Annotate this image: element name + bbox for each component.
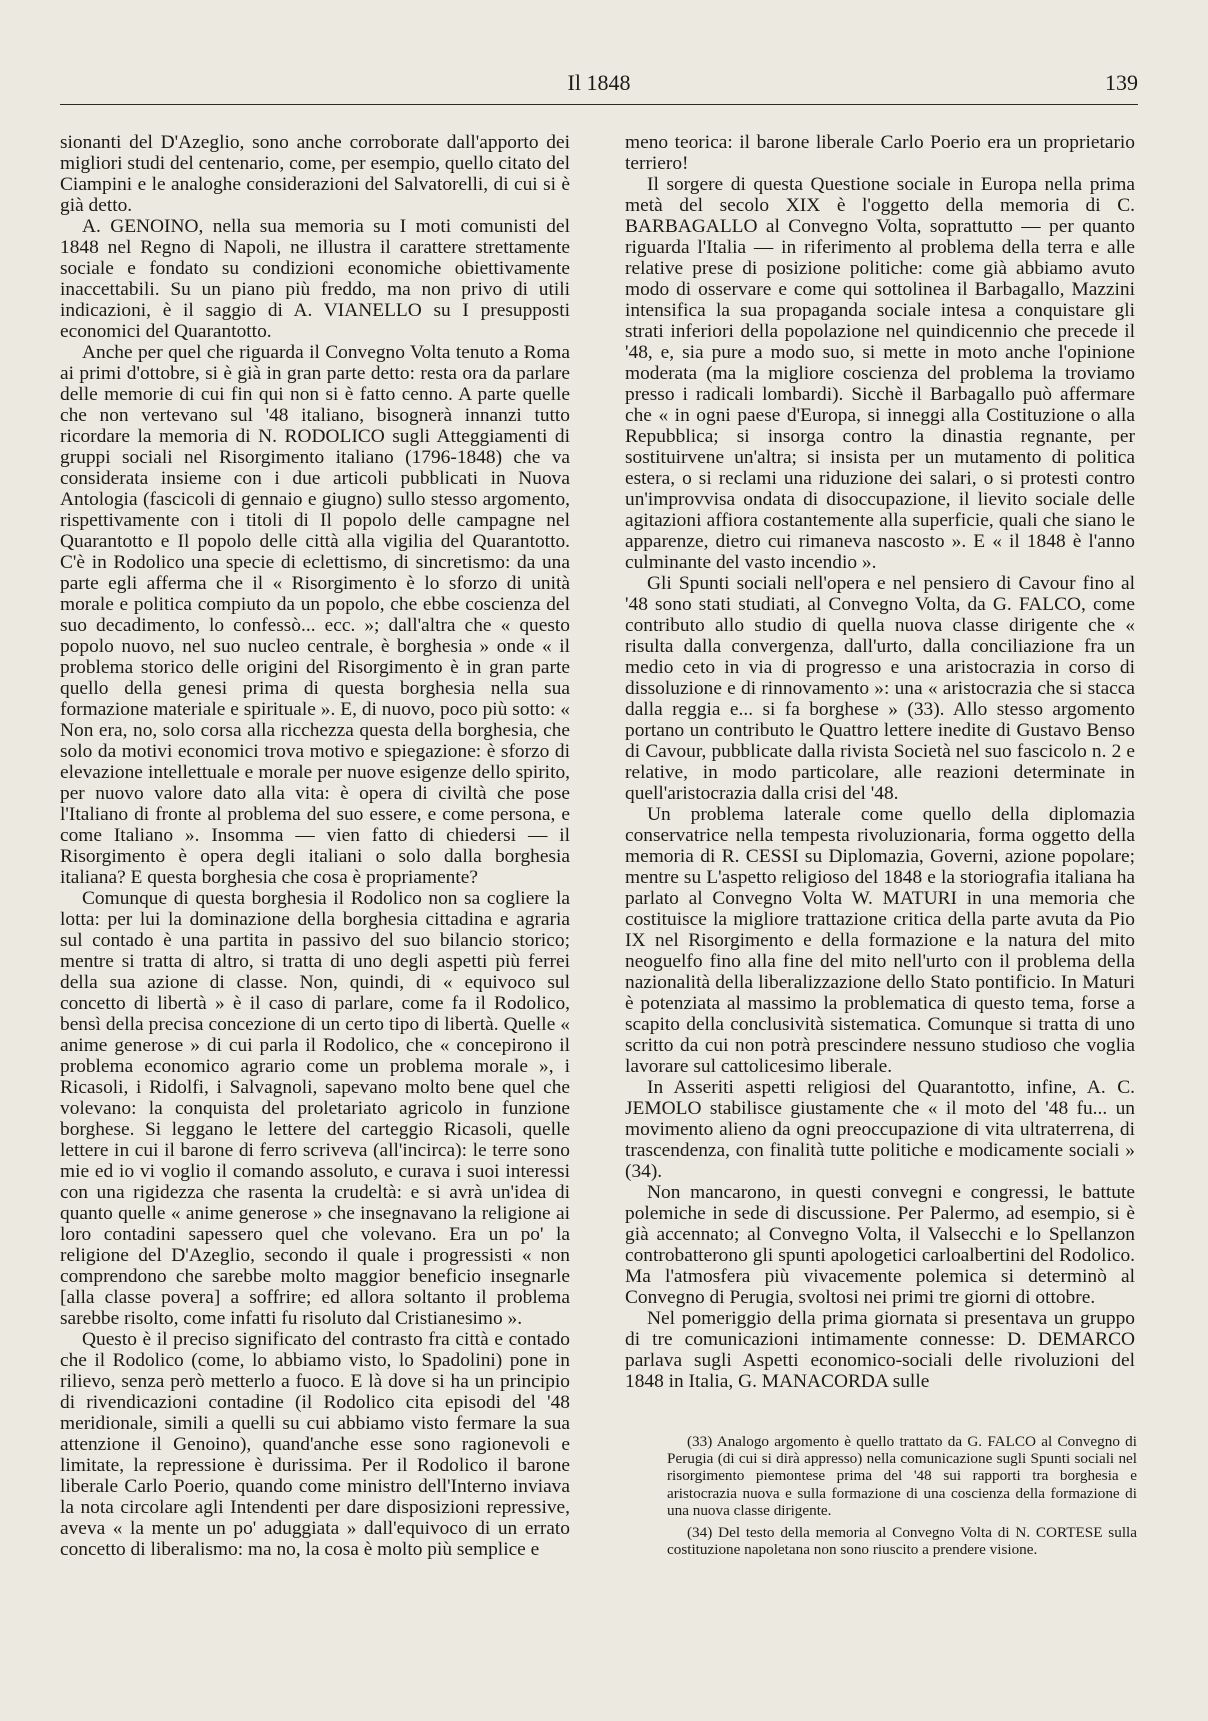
running-header (60, 70, 1138, 105)
paragraph: sionanti del D'Azeglio, sono anche corroborate dall'apporto dei migliori studi del centenario, come, per esempio, quello citato del Ciampini e le analoghe considerazioni del Salvatorelli, di cui si è già detto. (60, 132, 570, 216)
footnote-34: (34) Del testo della memoria al Convegno Volta di N. CORTESE sulla costituzione napoletana non sono riuscito a prendere visione. (667, 1524, 1137, 1559)
paragraph: A. GENOINO, nella sua memoria su I moti comunisti del 1848 nel Regno di Napoli, ne illustra il carattere strettamente sociale e fondato su condizioni economiche obiettivamente inaccettabili. Su un piano più freddo, ma non privo di utili indicazioni, è il saggio di A. VIANELLO su I presupposti economici del Quarantotto. (60, 216, 570, 342)
page-number: 139 (1105, 70, 1138, 95)
footnotes (667, 1433, 1137, 1563)
left-column (60, 132, 570, 1560)
paragraph: Non mancarono, in questi convegni e congressi, le battute polemiche in sede di discussione. Per Palermo, ad esempio, si è già accennato; al Convegno Volta, il Valsecchi e lo Spellanzon controbatterono gli spunti apologetici carloalbertini del Rodolico. Ma l'atmosfera più vivacemente polemica si determinò al Convegno di Perugia, svoltosi nei primi tre giorni di ottobre. (625, 1182, 1135, 1308)
paragraph: meno teorica: il barone liberale Carlo Poerio era un proprietario terriero! (625, 132, 1135, 174)
paragraph: In Asseriti aspetti religiosi del Quarantotto, infine, A. C. JEMOLO stabilisce giustamente che « il moto del '48 fu... un movimento alieno da ogni preoccupazione di vita ultraterrena, di trascendenza, con finalità tutte politiche e modicamente sociali » (34). (625, 1077, 1135, 1182)
right-column (625, 132, 1135, 1632)
paragraph: Gli Spunti sociali nell'opera e nel pensiero di Cavour fino al '48 sono stati studiati, al Convegno Volta, da G. FALCO, come contributo allo studio di quella nuova classe dirigente che « risulta dalla convergenza, dall'urto, dalla conciliazione fra un medio ceto in via di progresso e una aristocrazia in corso di dissoluzione e di rinnovamento »: una « aristocrazia che si stacca dalla reggia e... si fa borghese » (33). Allo stesso argomento portano un contributo le Quattro lettere inedite di Gustavo Benso di Cavour, pubblicate dalla rivista Società nel suo fascicolo n. 2 e relative, in modo particolare, alle reazioni determinate in quell'aristocrazia dalla crisi del '48. (625, 573, 1135, 804)
paragraph: Anche per quel che riguarda il Convegno Volta tenuto a Roma ai primi d'ottobre, si è già in gran parte detto: resta ora da parlare delle memorie di cui fin qui non si è fatto cenno. A parte quelle che non vertevano sul '48 italiano, bisognerà innanzi tutto ricordare la memoria di N. RODOLICO sugli Atteggiamenti di gruppi sociali nel Risorgimento italiano (1796-1848) che va considerata insieme con i due articoli pubblicati in Nuova Antologia (fascicoli di gennaio e giugno) sullo stesso argomento, rispettivamente con i titoli di Il popolo delle campagne nel Quarantotto e Il popolo delle città alla vigilia del Quarantotto. C'è in Rodolico una specie di eclettismo, di sincretismo: da una parte egli afferma che il « Risorgimento è lo sforzo di unità morale e politica compiuto da un popolo, che ebbe coscienza del suo decadimento, lo confessò... ecc. »; dall'altra che « questo popolo nuovo, nel suo nucleo centrale, è borghesia » onde « il problema storico delle origini del Risorgimento è in gran parte quello della genesi prima di questa borghesia nella sua formazione materiale e spirituale ». E, di nuovo, poco più sotto: « Non era, no, solo corsa alla ricchezza questa della borghesia, che solo da motivi economici trova motivo e spiegazione: è sforzo di elevazione intellettuale e morale per nuove esigenze dello spirito, per nuovo valore dato alla vita: è opera di civiltà che pose l'Italiano di fronte al problema del suo essere, e come persona, e come Italiano ». Insomma — vien fatto di chiedersi — il Risorgimento è opera degli italiani o solo dalla borghesia italiana? E questa borghesia che cosa è propriamente? (60, 342, 570, 888)
paragraph: Un problema laterale come quello della diplomazia conservatrice nella tempesta rivoluzionaria, forma oggetto della memoria di R. CESSI su Diplomazia, Governi, azione popolare; mentre su L'aspetto religioso del 1848 e la storiografia italiana ha parlato al Convegno Volta W. MATURI in una memoria che costituisce la migliore trattazione critica della parte avuta da Pio IX nel Risorgimento e della formazione e la natura del mito neoguelfo fino alla fine del mito nell'urto con il problema della nazionalità della liberalizzazione dello Stato pontificio. In Maturi è potenziata al massimo la problematica di questo tema, forse a scapito della conclusività sistematica. Comunque si tratta di uno scritto da cui non potrà prescindere nessuno studioso che voglia lavorare sul cattolicesimo liberale. (625, 804, 1135, 1077)
footnote-33: (33) Analogo argomento è quello trattato da G. FALCO al Convegno di Perugia (di cui si dirà appresso) nella comunicazione sugli Spunti sociali nel risorgimento piemontese prima del '48 sui rapporti tra borghesia e aristocrazia nuova e sulla formazione di una coscienza della formazione di una nuova classe dirigente. (667, 1433, 1137, 1519)
paragraph: Comunque di questa borghesia il Rodolico non sa cogliere la lotta: per lui la dominazione della borghesia cittadina e agraria sul contado è una partita in passivo del suo bilancio storico; mentre si tratta di altro, si tratta di uno degli aspetti più ferrei della sua azione di classe. Non, quindi, di « equivoco sul concetto di libertà » è il caso di parlare, come fa il Rodolico, bensì della precisa concezione di un certo tipo di libertà. Quelle « anime generose » di cui parla il Rodolico, che « concepirono il problema economico agrario come un problema morale », i Ricasoli, i Ridolfi, i Salvagnoli, sapevano molto bene quel che volevano: la conquista del proletariato agricolo in funzione borghese. Si leggano le lettere del carteggio Ricasoli, quelle lettere in cui il barone di ferro scriveva (all'incirca): le terre sono mie ed io vi voglio il comando assoluto, e curava i suoi interessi con una rigidezza che rasenta la crudeltà: e si avrà un'idea di quanto quelle « anime generose » che insegnavano la religione ai loro contadini sapessero quel che volevano. Era un po' la religione del D'Azeglio, secondo il quale i progressisti « non comprendono che sarebbe molto maggior beneficio insegnarle [alla classe povera] a soffrire; ed allora soltanto il problema sarebbe risolto, come infatti fu risoluto dal Cristianesimo ». (60, 888, 570, 1329)
paragraph: Il sorgere di questa Questione sociale in Europa nella prima metà del secolo XIX è l'oggetto della memoria di C. BARBAGALLO al Convegno Volta, soprattutto — per quanto riguarda l'Italia — in riferimento al problema della terra e alle relative prese di posizione politiche: come già abbiamo avuto modo di osservare e come qui sottolinea il Barbagallo, Mazzini intensifica la sua propaganda sociale intesa a conquistare gli strati inferiori della popolazione nel quindicennio che precede il '48, e, sia pure a modo suo, si mette in moto anche l'opinione moderata (ma la migliore coscienza del problema la troviamo presso i radicali lombardi). Sicchè il Barbagallo può affermare che « in ogni paese d'Europa, si inneggi alla Costituzione o alla Repubblica; si insorga contro la dinastia regnante, per sostituirvene un'altra; si insista per un mutamento di politica estera, o si reclami una riduzione dei salari, o si protesti contro un'improvvisa ondata di disoccupazione, il lievito sociale delle agitazioni affiora costantemente alla superficie, quali che siano le apparenze, dietro cui rimaneva nascosto ». E « il 1848 è l'anno culminante del vasto incendio ». (625, 174, 1135, 573)
paragraph: Questo è il preciso significato del contrasto fra città e contado che il Rodolico (come, lo abbiamo visto, lo Spadolini) pone in rilievo, senza però metterlo a fuoco. E là dove si ha un principio di rivendicazioni contadine (il Rodolico cita episodi del '48 meridionale, simili a quelli su cui abbiamo visto fermare la sua attenzione il Genoino), quand'anche esse sono ragionevoli e limitate, la repressione è durissima. Per il Rodolico il barone liberale Carlo Poerio, quando come ministro dell'Interno inviava la nota circolare agli Intendenti per dare disposizioni repressive, aveva « la mente un po' aduggiata » dall'equivoco di un errato concetto di liberalismo: ma no, la cosa è molto più semplice e (60, 1329, 570, 1560)
paragraph: Nel pomeriggio della prima giornata si presentava un gruppo di tre comunicazioni intimamente connesse: D. DEMARCO parlava sugli Aspetti economico-sociali delle rivoluzioni del 1848 in Italia, G. MANACORDA sulle (625, 1308, 1135, 1392)
running-title: Il 1848 (567, 70, 631, 95)
